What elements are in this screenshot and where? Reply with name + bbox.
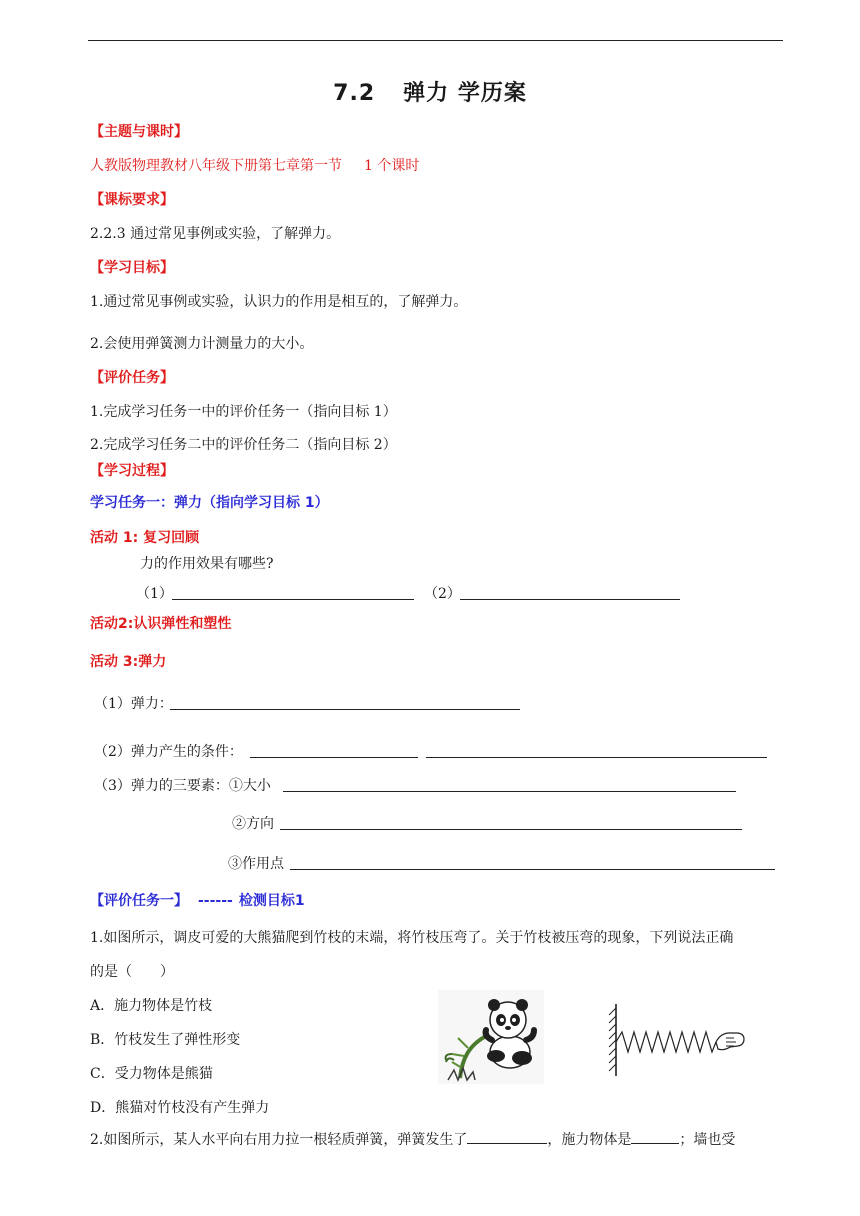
option-c[interactable]: C．受力物体是熊猫: [90, 1066, 213, 1082]
q3-label: （3）弹力的三要素：①大小: [94, 778, 271, 794]
topic-text: 人教版物理教材八年级下册第七章第一节: [90, 158, 342, 174]
header-rule: [88, 40, 783, 41]
option-d[interactable]: D．熊猫对竹枝没有产生弹力: [90, 1100, 270, 1116]
goal-1: 1.通过常见事例或实验，认识力的作用是相互的，了解弹力。: [90, 294, 468, 310]
q1-text-line2: 的是（ ）: [90, 964, 174, 980]
task1-heading: 学习任务一：弹力（指向学习目标 1）: [90, 495, 329, 511]
activity3-heading: 活动 3:弹力: [90, 654, 167, 670]
q1-label: （1）弹力：: [94, 696, 173, 712]
blank2-label: （2）: [424, 586, 461, 602]
title-number: 7.2: [333, 81, 376, 106]
topic-hours: 1 个课时: [364, 158, 420, 174]
application-point-blank[interactable]: [290, 869, 775, 870]
answer-blank-2[interactable]: [460, 599, 680, 600]
q2-text: [90, 1129, 735, 1149]
eval1-heading: [90, 890, 305, 910]
process-heading: 【学习过程】: [90, 463, 174, 479]
title-text: 弹力 学历案: [403, 81, 527, 106]
option-b[interactable]: B．竹枝发生了弹性形变: [90, 1032, 241, 1048]
q3-direction-label: ②方向: [232, 816, 274, 832]
page-title: [0, 76, 860, 107]
eval1-bracket: 【评价任务一】: [90, 893, 188, 909]
topic-line: [90, 155, 419, 175]
direction-blank[interactable]: [280, 829, 742, 830]
topic-heading: 【主题与课时】: [90, 124, 188, 140]
activity1-question: 力的作用效果有哪些?: [140, 556, 274, 572]
standard-text: 2.2.3 通过常见事例或实验，了解弹力。: [90, 226, 341, 242]
option-a[interactable]: A．施力物体是竹枝: [90, 998, 213, 1014]
condition-blank-2[interactable]: [426, 757, 767, 758]
condition-blank-1[interactable]: [250, 757, 418, 758]
force-exerter-blank[interactable]: [631, 1129, 679, 1144]
blank1-label: （1）: [136, 586, 173, 602]
q1-text-line1: 1.如图所示，调皮可爱的大熊猫爬到竹枝的末端，将竹枝压弯了。关于竹枝被压弯的现象，下列说法正确: [90, 930, 734, 946]
q2-part2: ，施力物体是: [547, 1132, 632, 1148]
q2-part1: 2.如图所示，某人水平向右用力拉一根轻质弹簧，弹簧发生了: [90, 1132, 468, 1148]
elastic-force-blank[interactable]: [170, 709, 520, 710]
goal-2: 2.会使用弹簧测力计测量力的大小。: [90, 336, 314, 352]
magnitude-blank[interactable]: [283, 791, 736, 792]
eval1-target: 检测目标1: [238, 893, 305, 909]
q3-point-label: ③作用点: [228, 856, 284, 872]
eval-1: 1.完成学习任务一中的评价任务一（指向目标 1）: [90, 404, 397, 420]
q2-part3: ；墙也受: [679, 1132, 736, 1148]
eval-2: 2.完成学习任务二中的评价任务二（指向目标 2）: [90, 437, 397, 453]
goals-heading: 【学习目标】: [90, 260, 174, 276]
eval1-dash: ------: [198, 893, 233, 909]
answer-blank-1[interactable]: [172, 599, 414, 600]
activity1-heading: 活动 1: 复习回顾: [90, 530, 200, 546]
wall-spring-hand-icon: [600, 1002, 750, 1078]
deformation-blank[interactable]: [467, 1129, 547, 1144]
q2-label: （2）弹力产生的条件：: [94, 744, 243, 760]
panda-on-bamboo-icon: [438, 990, 544, 1084]
eval-heading: 【评价任务】: [90, 370, 174, 386]
standard-heading: 【课标要求】: [90, 192, 174, 208]
activity2-heading: 活动2:认识弹性和塑性: [90, 616, 232, 632]
